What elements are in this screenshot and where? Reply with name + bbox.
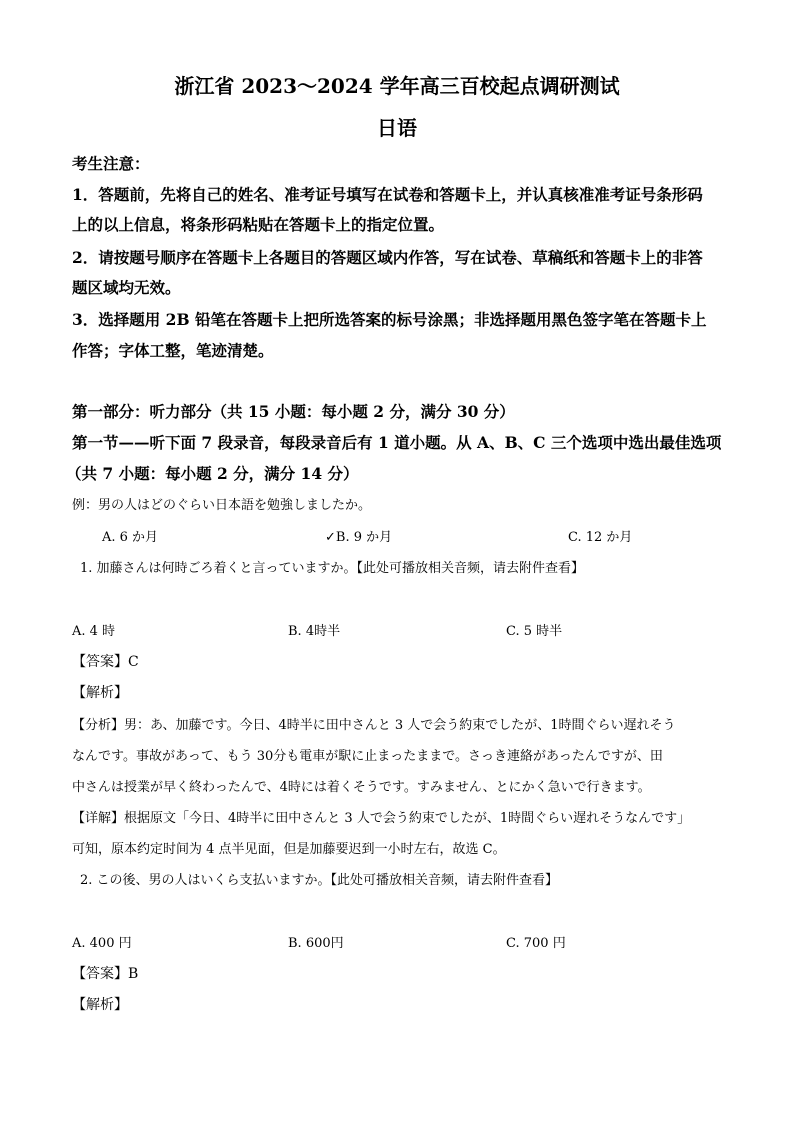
check-mark-icon: ✓	[325, 530, 336, 545]
question-1-xiangjie-line-1	[72, 807, 690, 826]
question-1-xiangjie-line-2: 可知，原本约定时间为 4 点半见面，但是加藤要迟到一小时左右，故选 C。	[72, 842, 506, 857]
answer-value: B	[128, 966, 139, 982]
question-2-answer	[72, 963, 138, 983]
exam-title: 浙江省 2023～2024 学年高三百校起点调研测试	[174, 74, 620, 98]
notice-item-3-line-2: 作答；字体工整，笔迹清楚。	[72, 341, 274, 360]
notice-heading: 考生注意：	[72, 154, 150, 173]
question-1-fenxi-line-2: なんです。事故があって、もう 30分も電車が駅に止まったままで。さっき連絡があったんですが、田	[72, 749, 663, 764]
example-question: 例：男の人はどのぐらい日本語を勉強しましたか。	[72, 498, 372, 513]
section-1-line-1: 第一节——听下面 7 段录音，每段录音后有 1 道小题。从 A、B、C 三个选项中选出最佳选项	[72, 433, 722, 452]
fenxi-label: 【分析】	[72, 718, 125, 733]
answer-value: C	[128, 654, 139, 670]
notice-item-1-line-1: 1．答题前，先将自己的姓名、准考证号填写在试卷和答题卡上，并认真核准准考证号条形码	[72, 185, 703, 204]
answer-label: 【答案】	[72, 654, 128, 670]
example-option-c: C. 12 か月	[568, 530, 633, 545]
question-1-option-c: C. 5 時半	[506, 624, 563, 639]
question-1-text: 1. 加藤さんは何時ごろ着くと言っていますか。【此处可播放相关音频，请去附件查看】	[80, 561, 585, 576]
question-1-answer	[72, 651, 139, 671]
question-2-text: 2. この後、男の人はいくら支払いますか。【此处可播放相关音频，请去附件查看】	[80, 873, 559, 888]
answer-label: 【答案】	[72, 966, 128, 982]
exam-subject: 日语	[377, 116, 417, 140]
example-option-b-label: B. 9 か月	[335, 530, 393, 545]
xiangjie-text: 根据原文「今日、4時半に田中さんと 3 人で会う約束でしたが、1時間ぐらい遅れそうなんです」	[124, 811, 691, 826]
question-1-analysis-label: 【解析】	[72, 685, 128, 701]
section-1-line-2: （共 7 小题：每小题 2 分，满分 14 分）	[66, 464, 359, 483]
question-2-option-c: C. 700 円	[506, 936, 566, 951]
question-1-fenxi-line-3: 中さんは授業が早く終わったんで、4時には着くそうです。すみません、とにかく急いで行きます。	[72, 780, 651, 795]
fenxi-text: 男：あ、加藤です。今日、4時半に田中さんと 3 人で会う約束でしたが、1時間ぐらい遅れそう	[124, 718, 676, 733]
example-option-a: A. 6 か月	[102, 530, 159, 545]
question-1-option-a: A. 4 時	[72, 624, 116, 639]
question-2-analysis-label: 【解析】	[72, 997, 128, 1013]
question-1-option-b: B. 4時半	[288, 624, 341, 639]
question-2-option-b: B. 600円	[288, 936, 344, 951]
notice-item-3-line-1: 3．选择题用 2B 铅笔在答题卡上把所选答案的标号涂黑；非选择题用黑色签字笔在答题卡上	[72, 310, 707, 329]
notice-item-2-line-2: 题区域均无效。	[72, 278, 181, 297]
notice-item-1-line-2: 上的以上信息，将条形码粘贴在答题卡上的指定位置。	[72, 215, 445, 234]
question-2-option-a: A. 400 円	[72, 936, 132, 951]
notice-item-2-line-1: 2．请按题号顺序在答题卡上各题目的答题区域内作答，写在试卷、草稿纸和答题卡上的非答	[72, 248, 703, 267]
question-1-fenxi-line-1	[72, 714, 676, 733]
part-1-heading: 第一部分：听力部分（共 15 小题：每小题 2 分，满分 30 分）	[72, 402, 515, 421]
xiangjie-label: 【详解】	[72, 811, 125, 826]
example-option-b	[325, 526, 392, 545]
